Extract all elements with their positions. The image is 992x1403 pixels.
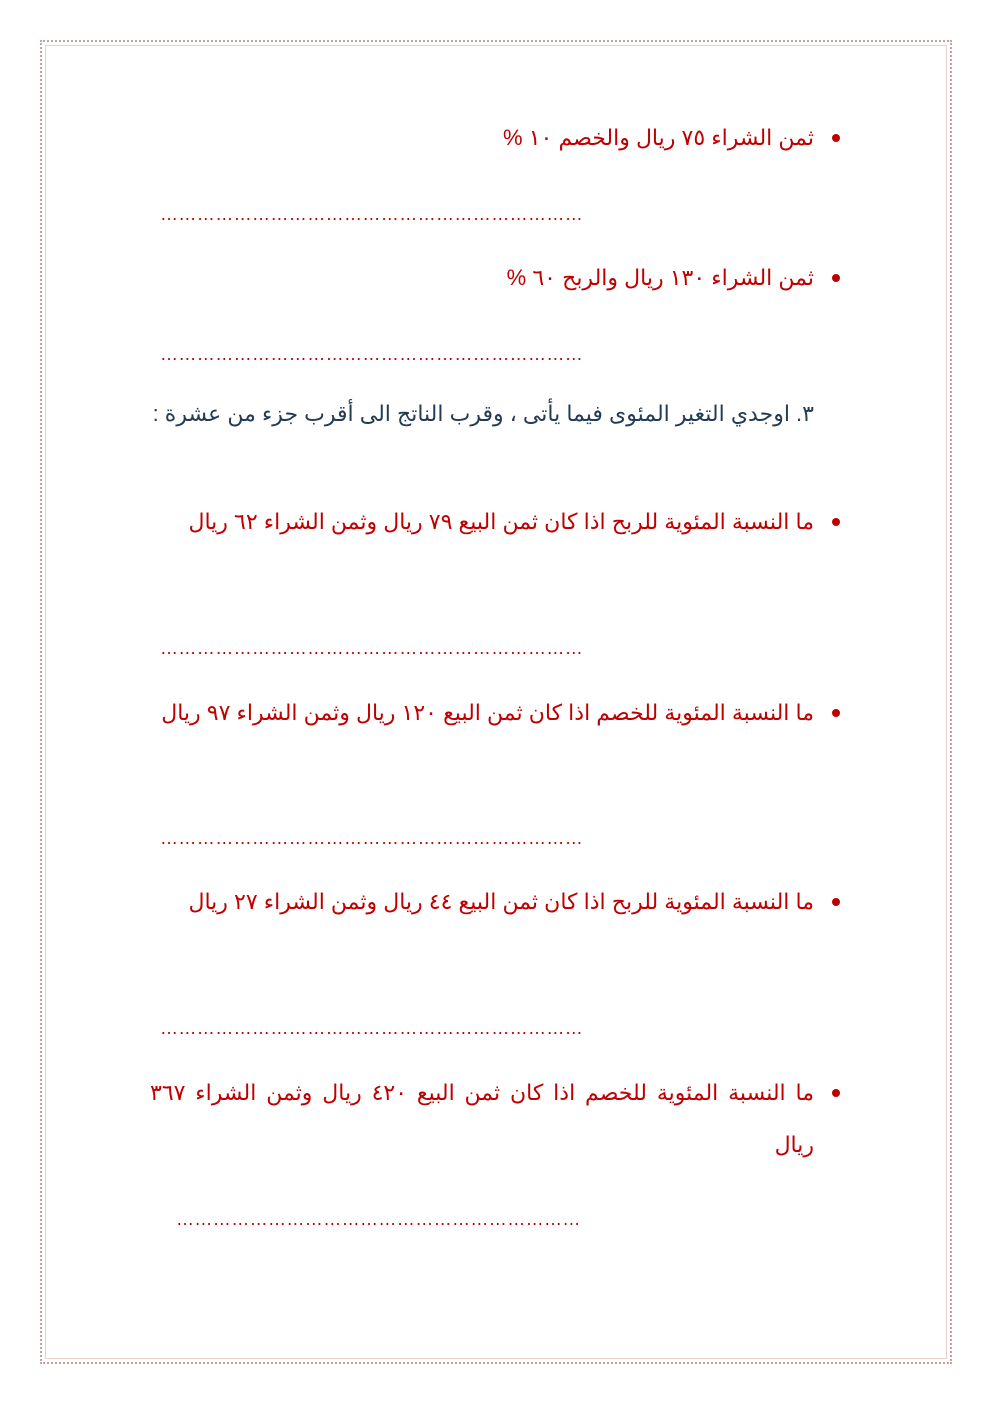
question-text: ما النسبة المئوية للخصم اذا كان ثمن البيع ١٢٠ ريال وثمن الشراء ٩٧ ريال	[161, 700, 814, 725]
answer-line[interactable]: ……………………………………………………………	[160, 204, 584, 224]
bullet-icon	[832, 1089, 840, 1097]
question-item	[150, 496, 814, 548]
question-item	[150, 252, 814, 304]
question-item	[150, 876, 814, 928]
answer-line[interactable]: ……………………………………………………………	[160, 638, 584, 658]
answer-line[interactable]: ……………………………………………………………	[160, 828, 584, 848]
bullet-icon	[832, 518, 840, 526]
question-item	[150, 1067, 814, 1171]
worksheet-content	[150, 0, 814, 1403]
question-text: ما النسبة المئوية للربح اذا كان ثمن البيع ٧٩ ريال وثمن الشراء ٦٢ ريال	[188, 509, 814, 534]
question-text: ثمن الشراء ١٣٠ ريال والربح ٦٠ %	[506, 265, 814, 290]
bullet-icon	[832, 898, 840, 906]
section-heading	[150, 388, 814, 440]
question-text: ما النسبة المئوية للربح اذا كان ثمن البيع ٤٤ ريال وثمن الشراء ٢٧ ريال	[188, 889, 814, 914]
answer-line[interactable]: ……………………………………………………………	[160, 344, 584, 364]
question-text: ما النسبة المئوية للخصم اذا كان ثمن البيع ٤٢٠ ريال وثمن الشراء ٣٦٧ ريال	[150, 1080, 814, 1157]
answer-line[interactable]: ……………………………………………………………	[160, 1018, 584, 1038]
bullet-icon	[832, 134, 840, 142]
bullet-icon	[832, 709, 840, 717]
bullet-icon	[832, 274, 840, 282]
question-item	[150, 687, 814, 739]
question-text: ثمن الشراء ٧٥ ريال والخصم ١٠ %	[503, 125, 814, 150]
answer-line[interactable]: …………………………………………………………	[176, 1209, 581, 1229]
question-item	[150, 112, 814, 164]
section-instruction: ٣. اوجدي التغير المئوى فيما يأتى ، وقرب الناتج الى أقرب جزء من عشرة :	[152, 401, 814, 426]
